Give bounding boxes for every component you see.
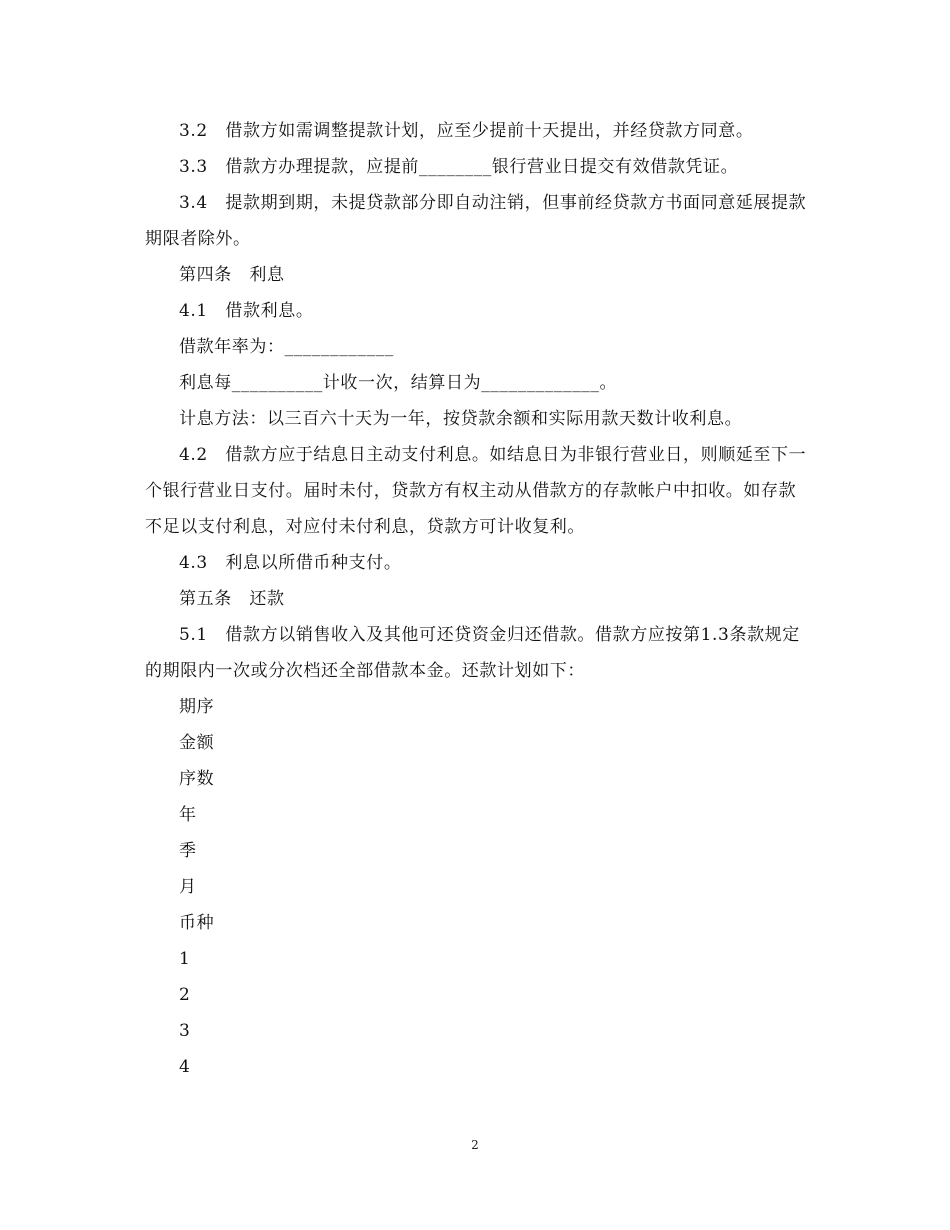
table-item: 年 (179, 805, 197, 825)
paragraph-4-1: 4.1 借款利息。 (179, 301, 314, 321)
paragraph-3-2: 3.2 借款方如需调整提款计划，应至少提前十天提出，并经贷款方同意。 (179, 121, 754, 141)
paragraph-4-2: 4.2 借款方应于结息日主动支付利息。如结息日为非银行营业日，则顺延至下一个银行营业日支付。届时未付，贷款方有权主动从借款方的存款帐户中扣收。如存款不足以支付利息，对应付未付利息，贷款方可计收复利。 (145, 445, 807, 537)
table-item: 3 (179, 1021, 191, 1041)
paragraph-4-3: 4.3 利息以所借币种支付。 (179, 553, 402, 573)
table-item: 4 (179, 1057, 191, 1077)
document-body (145, 113, 810, 1085)
table-item: 币种 (179, 913, 215, 933)
table-item: 1 (179, 949, 191, 969)
paragraph-interest-period: 利息每__________计收一次，结算日为_____________。 (179, 373, 618, 393)
page-number: 2 (471, 1138, 479, 1152)
table-item: 季 (179, 841, 197, 861)
table-item: 期序 (179, 697, 215, 717)
table-item: 金额 (179, 733, 215, 753)
paragraph-annual-rate: 借款年率为：____________ (179, 337, 394, 357)
paragraph-interest-method: 计息方法：以三百六十天为一年，按贷款余额和实际用款天数计收利息。 (179, 409, 743, 429)
table-item: 2 (179, 985, 191, 1005)
table-item: 月 (179, 877, 197, 897)
paragraph-3-3: 3.3 借款方办理提款，应提前________银行营业日提交有效借款凭证。 (179, 157, 739, 177)
section-heading-article-5: 第五条 还款 (179, 589, 285, 609)
table-item: 序数 (179, 769, 215, 789)
repayment-table-items (145, 689, 810, 1085)
section-heading-article-4: 第四条 利息 (179, 265, 285, 285)
paragraph-5-1: 5.1 借款方以销售收入及其他可还贷资金归还借款。借款方应按第1.3条款规定的期限内一次或分次档还全部借款本金。还款计划如下： (145, 625, 800, 681)
paragraph-3-4: 3.4 提款期到期，未提贷款部分即自动注销，但事前经贷款方书面同意延展提款期限者除外。 (145, 193, 807, 249)
